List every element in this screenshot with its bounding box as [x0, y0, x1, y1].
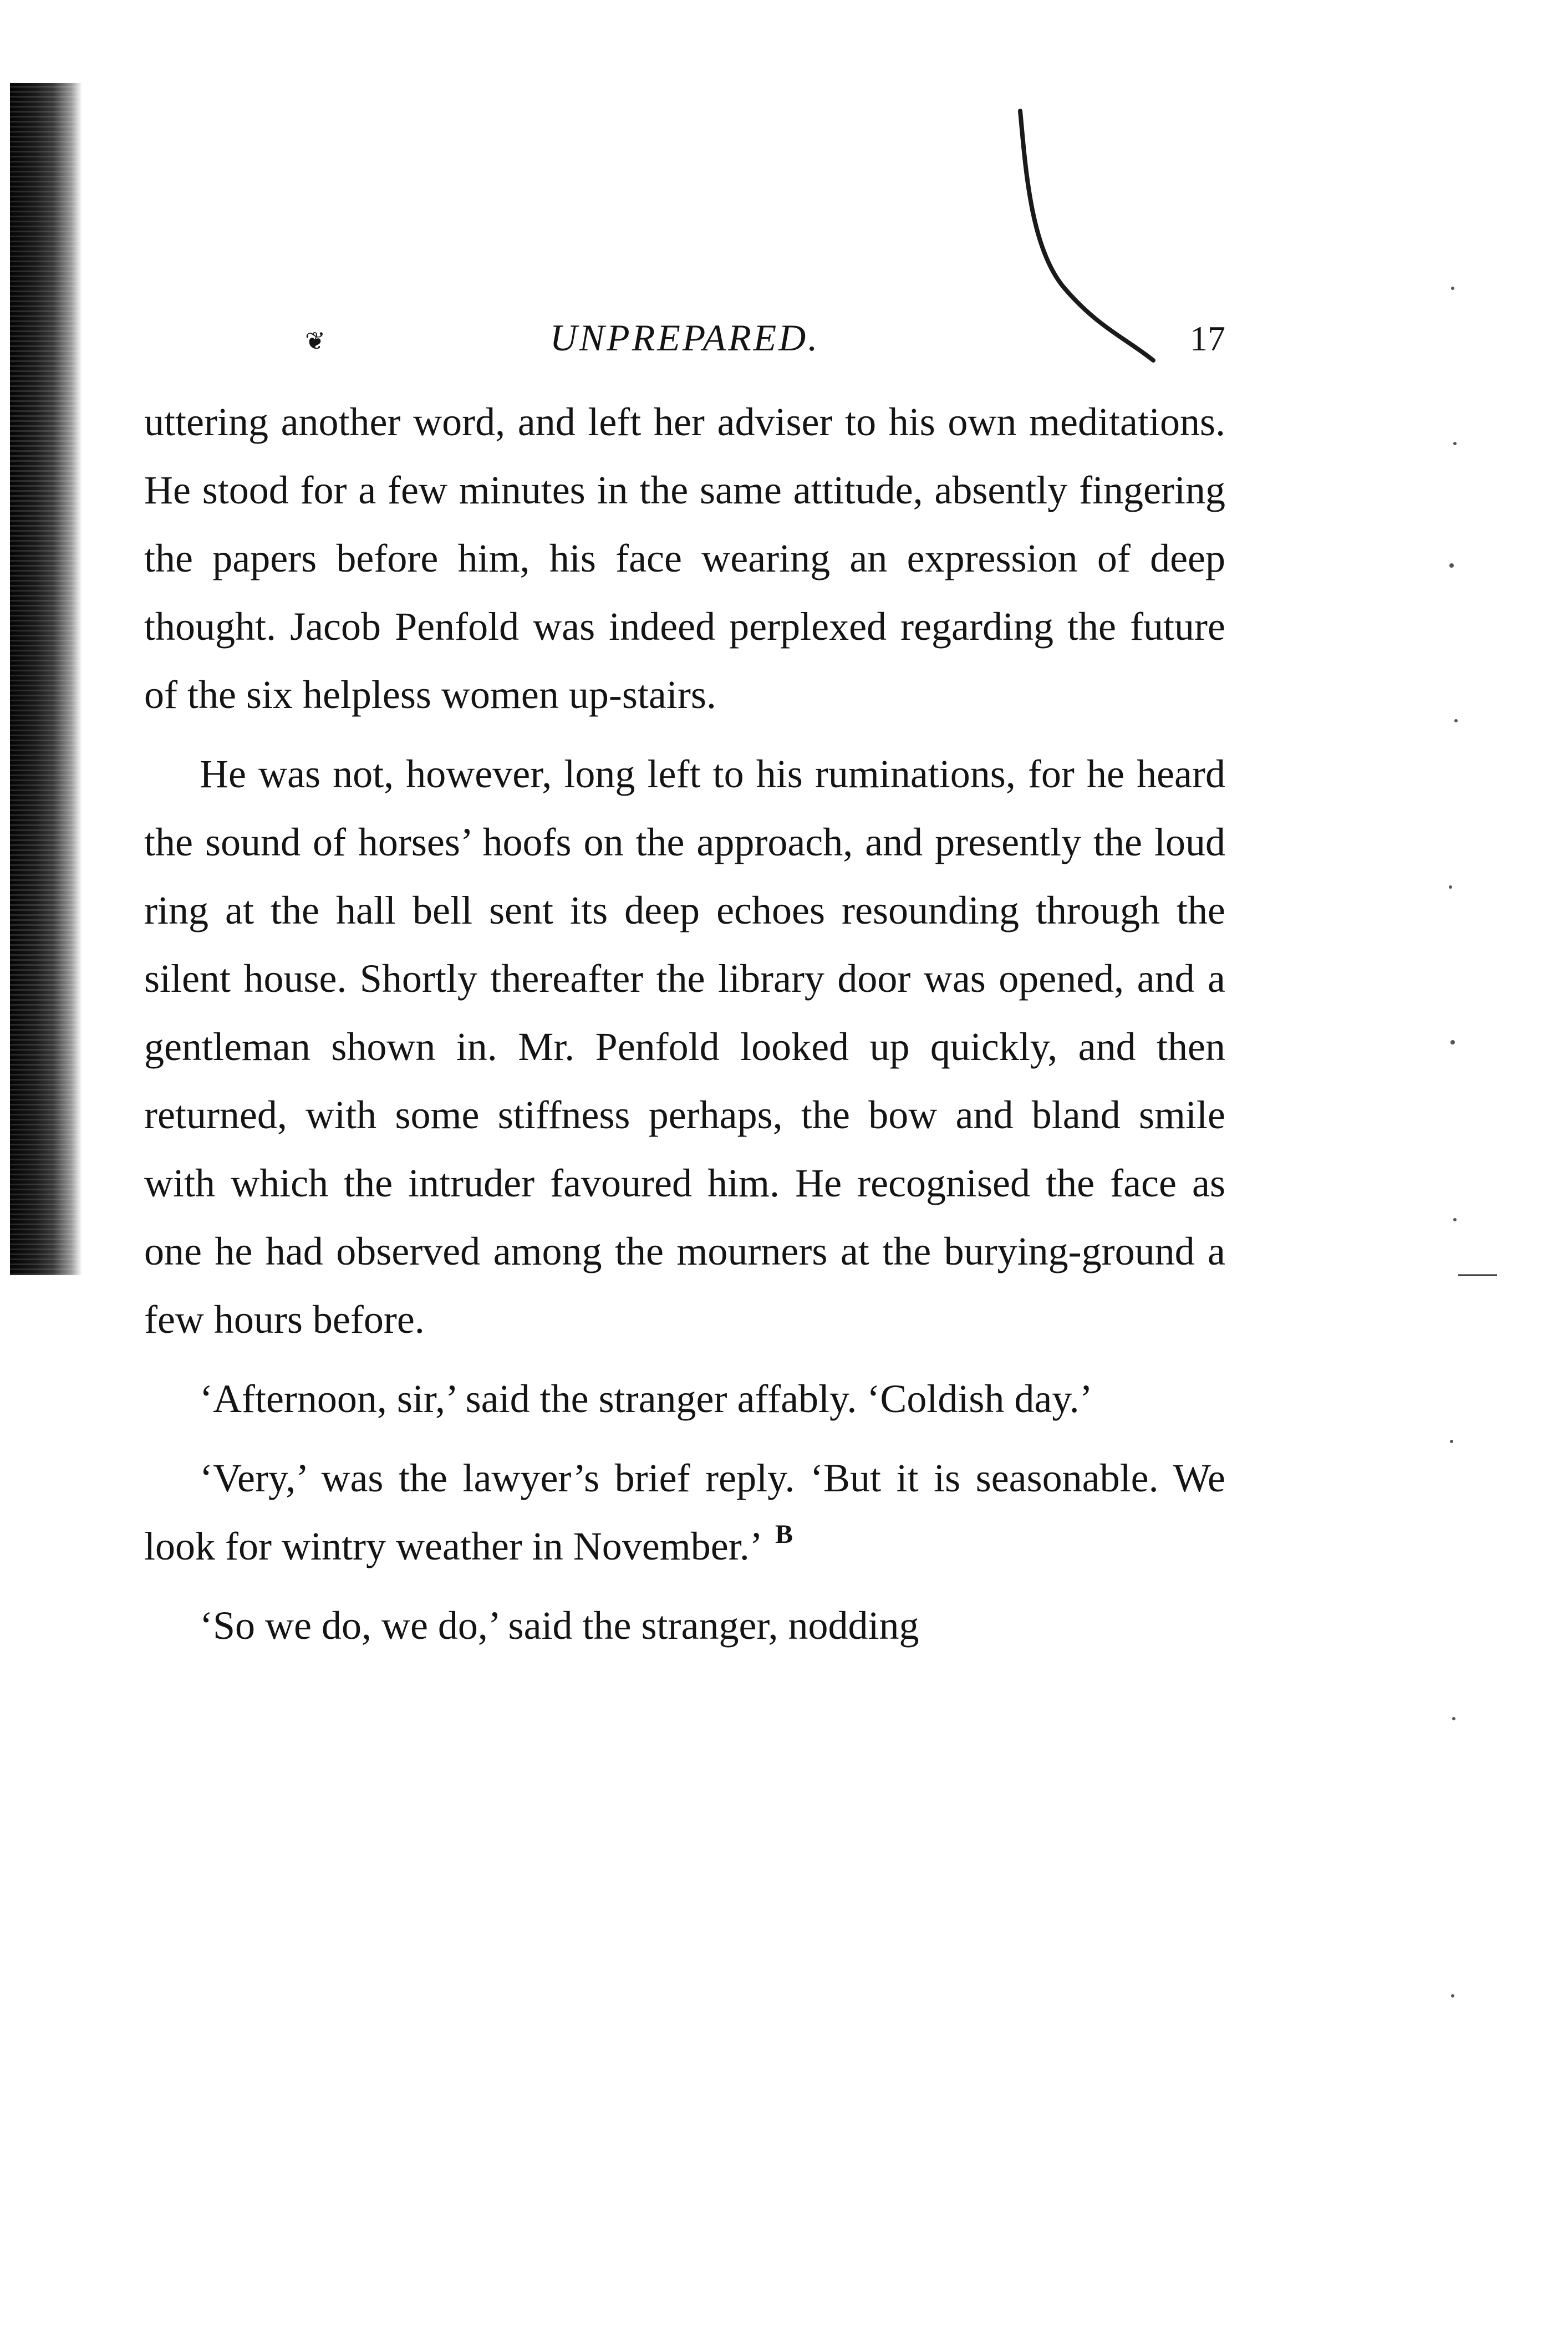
running-head — [144, 310, 1225, 371]
margin-specks — [1436, 277, 1503, 2218]
signature-mark: B — [775, 1520, 793, 1549]
paragraph-1: uttering another word, and left her adviser to his own meditations. He stood for a few minutes in the same attitude, absently fingering the papers before him, his face wearing an expression of deep thought. Jacob Penfold was indeed perplexed regarding the future of the six helpless women up-stairs. — [144, 400, 1225, 717]
running-title: UNPREPARED. — [549, 317, 820, 359]
paragraph-3: ‘Afternoon, sir,’ said the stranger affably. ‘Coldish day.’ — [200, 1377, 1093, 1421]
paragraph-4: ‘Very,’ was the lawyer’s brief reply. ‘But it is seasonable. We look for wintry weather in November.’ — [144, 1456, 1225, 1568]
page-number: 17 — [1190, 319, 1225, 358]
body-text — [144, 388, 1225, 1671]
paragraph-2: He was not, however, long left to his ruminations, for he heard the sound of horses’ hoofs on the approach, and presently the loud ring at the hall bell sent its deep echoes resounding through the silent house. Shortly thereafter the library door was opened, and a gentleman shown in. Mr. Penfold looked up quickly, and then returned, with some stiffness perhaps, the bow and bland smile with which the intruder favoured him. He recognised the face as one he had observed among the mourners at the burying-ground a few hours before. — [144, 752, 1225, 1342]
ornament-icon: ❦ — [305, 328, 325, 355]
paragraph-5: ‘So we do, we do,’ said the stranger, nodding — [200, 1603, 919, 1648]
binding-edge — [10, 83, 82, 1275]
